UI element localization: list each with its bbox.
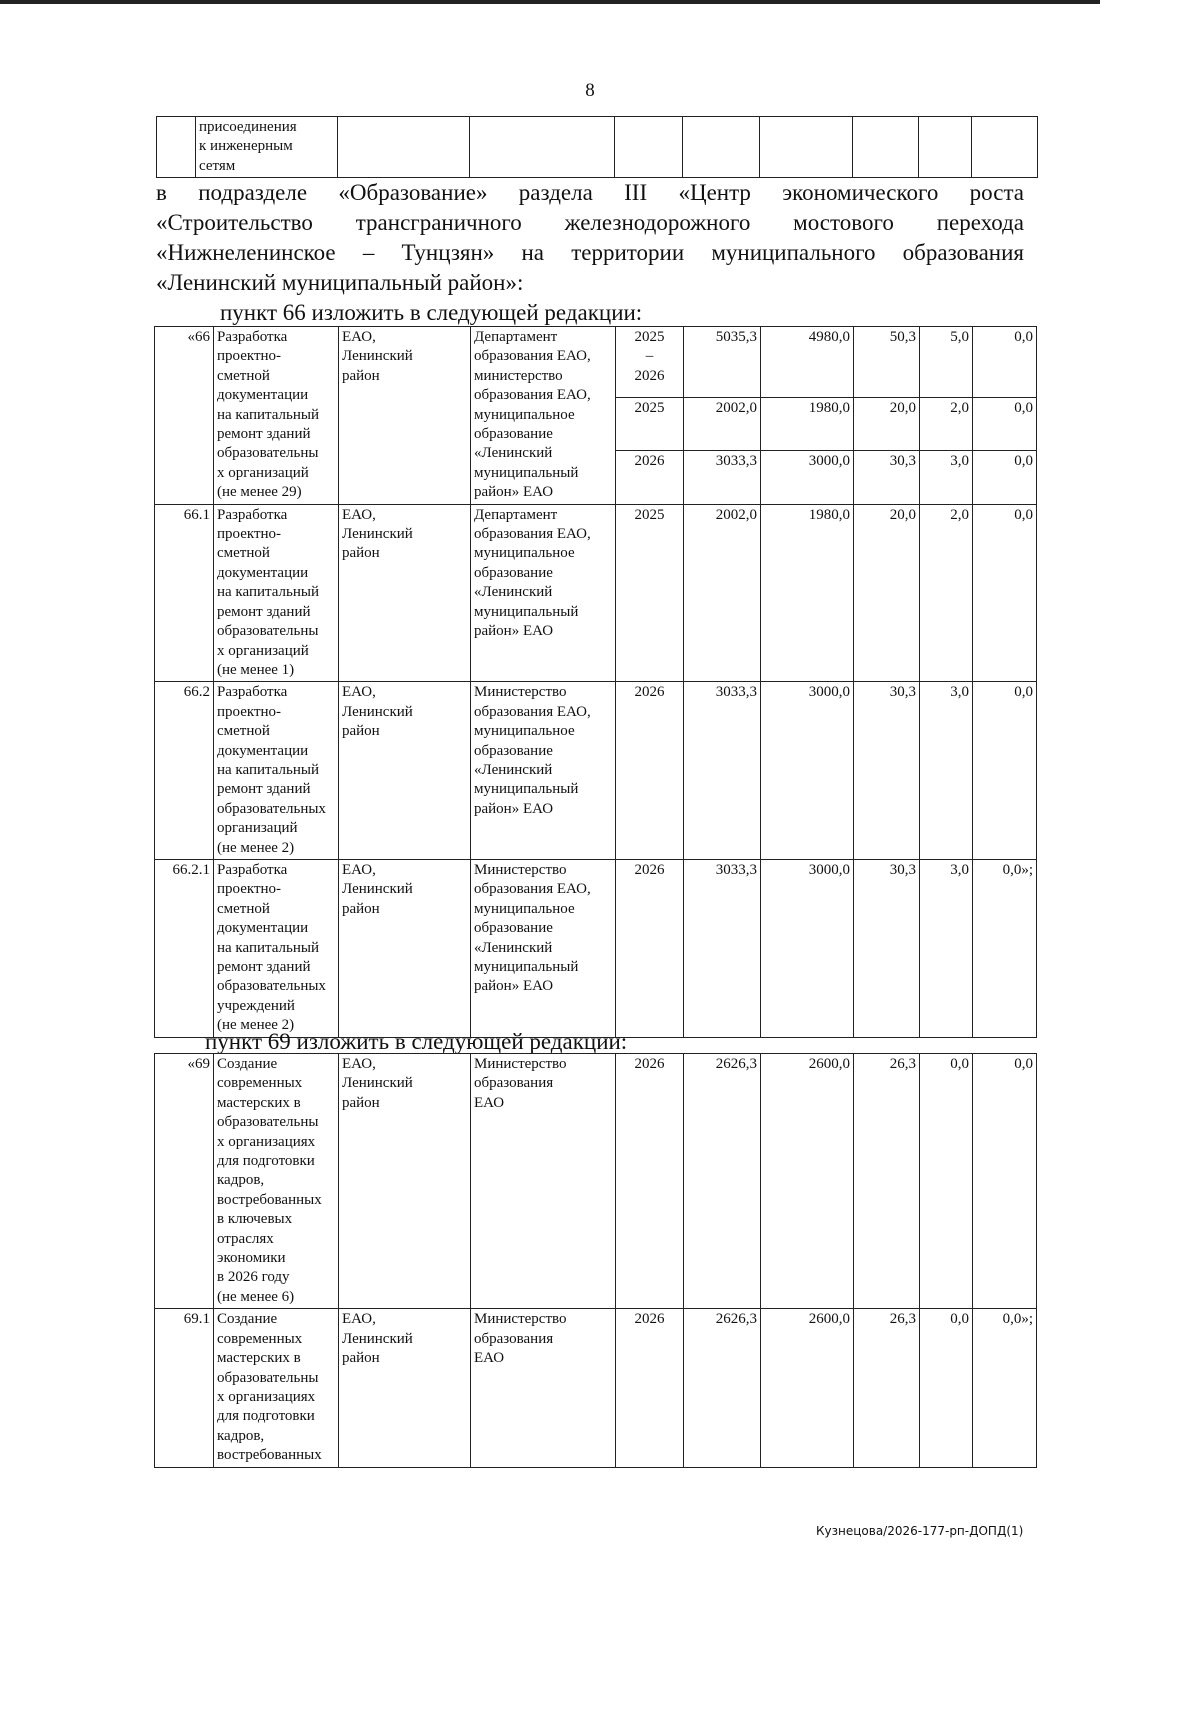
row-name: Разработка проектно- сметной документации на капитальный ремонт зданий образовательных учреждений (не менее 2) [214,859,339,1037]
row-municipal: 0,0 [920,1054,973,1309]
row-total: 2002,0 [684,504,761,682]
row-regional: 30,3 [854,859,920,1037]
previous-table-fragment [156,116,1038,178]
row-municipal: 3,0 [920,682,973,860]
row-year: 2025 – 2026 [616,327,684,398]
row-total: 2626,3 [684,1309,761,1467]
heading-item-69: пункт 69 изложить в следующей редакции: [205,1029,628,1054]
row-num: 66.1 [155,504,214,682]
row-other: 0,0 [973,451,1037,505]
row-regional: 26,3 [854,1054,920,1309]
table-row [155,504,1037,682]
heading-item-66: пункт 66 изложить в следующей редакции: [220,300,643,325]
scan-top-edge [0,0,1100,4]
row-federal: 1980,0 [761,397,854,450]
row-regional: 26,3 [854,1309,920,1467]
table-item-66 [154,326,1037,1038]
row-municipal: 3,0 [920,859,973,1037]
paragraph-line-3: «Нижнеленинское – Тунцзян» на территории муниципального образования [156,240,1024,265]
cell-executor [470,117,615,178]
cell-municipal [919,117,972,178]
table-row [155,1054,1037,1309]
cell-federal [760,117,853,178]
row-location: ЕАО, Ленинский район [339,327,471,505]
table-row [155,1309,1037,1467]
row-federal: 1980,0 [761,504,854,682]
row-total: 2626,3 [684,1054,761,1309]
row-executor: Департамент образования ЕАО, муниципальное образование «Ленинский муниципальный район» ЕАО [471,504,616,682]
table-row [155,859,1037,1037]
row-num: 69.1 [155,1309,214,1467]
row-year: 2026 [616,859,684,1037]
row-municipal: 3,0 [920,451,973,505]
row-federal: 2600,0 [761,1054,854,1309]
row-year: 2026 [616,451,684,505]
row-regional: 30,3 [854,682,920,860]
row-location: ЕАО, Ленинский район [339,859,471,1037]
row-regional: 20,0 [854,504,920,682]
table-item-69 [154,1053,1037,1468]
row-executor: Министерство образования ЕАО, муниципальное образование «Ленинский муниципальный район» ЕАО [471,859,616,1037]
row-year: 2025 [616,397,684,450]
cell-num [157,117,196,178]
row-location: ЕАО, Ленинский район [339,682,471,860]
document-footer-code: Кузнецова/2026-177-рп-ДОПД(1) [816,1524,1024,1538]
row-total: 3033,3 [684,859,761,1037]
row-name: Разработка проектно- сметной документации на капитальный ремонт зданий образовательных организаций (не менее 2) [214,682,339,860]
row-year: 2026 [616,1054,684,1309]
row-federal: 4980,0 [761,327,854,398]
page-number: 8 [585,80,595,101]
row-num: 66.2 [155,682,214,860]
row-executor: Министерство образования ЕАО, муниципальное образование «Ленинский муниципальный район» ЕАО [471,682,616,860]
row-federal: 3000,0 [761,682,854,860]
row-name: Разработка проектно- сметной документации на капитальный ремонт зданий образовательны х организаций (не менее 1) [214,504,339,682]
row-total: 3033,3 [684,682,761,860]
row-regional: 50,3 [854,327,920,398]
row-executor: Департамент образования ЕАО, министерство образования ЕАО, муниципальное образование «Ленинский муниципальный район» ЕАО [471,327,616,505]
row-other: 0,0 [973,327,1037,398]
row-location: ЕАО, Ленинский район [339,1309,471,1467]
row-num: «69 [155,1054,214,1309]
row-name: Создание современных мастерских в образовательны х организациях для подготовки кадров, востребованных [214,1309,339,1467]
row-federal: 3000,0 [761,859,854,1037]
row-name: Разработка проектно- сметной документации на капитальный ремонт зданий образовательны х организаций (не менее 29) [214,327,339,505]
cell-year [615,117,683,178]
row-other: 0,0 [973,504,1037,682]
cell-regional [853,117,919,178]
row-location: ЕАО, Ленинский район [339,1054,471,1309]
row-num: 66.2.1 [155,859,214,1037]
row-municipal: 2,0 [920,397,973,450]
paragraph-line-4: «Ленинский муниципальный район»: [156,270,524,295]
row-federal: 3000,0 [761,451,854,505]
row-municipal: 0,0 [920,1309,973,1467]
row-regional: 20,0 [854,397,920,450]
row-total: 2002,0 [684,397,761,450]
row-total: 3033,3 [684,451,761,505]
row-other: 0,0 [973,1054,1037,1309]
row-year: 2025 [616,504,684,682]
row-other: 0,0 [973,397,1037,450]
row-total: 5035,3 [684,327,761,398]
row-year: 2026 [616,1309,684,1467]
row-year: 2026 [616,682,684,860]
row-name: Создание современных мастерских в образовательны х организациях для подготовки кадров, востребованных в ключевых отраслях экономики в 2026 году (не менее 6) [214,1054,339,1309]
row-other: 0,0»; [973,859,1037,1037]
row-location: ЕАО, Ленинский район [339,504,471,682]
row-other: 0,0»; [973,1309,1037,1467]
row-municipal: 5,0 [920,327,973,398]
row-executor: Министерство образования ЕАО [471,1309,616,1467]
table-row [155,682,1037,860]
row-federal: 2600,0 [761,1309,854,1467]
row-num: «66 [155,327,214,505]
row-executor: Министерство образования ЕАО [471,1054,616,1309]
cell-other [972,117,1038,178]
table-row [155,327,1037,398]
cell-total [683,117,760,178]
cell-name: присоединения к инженерным сетям [196,117,338,178]
paragraph-line-2: «Строительство трансграничного железнодорожного мостового перехода [156,210,1024,235]
cell-location [338,117,470,178]
row-municipal: 2,0 [920,504,973,682]
row-regional: 30,3 [854,451,920,505]
row-other: 0,0 [973,682,1037,860]
paragraph-line-1: в подразделе «Образование» раздела III «Центр экономического роста [156,180,1024,205]
